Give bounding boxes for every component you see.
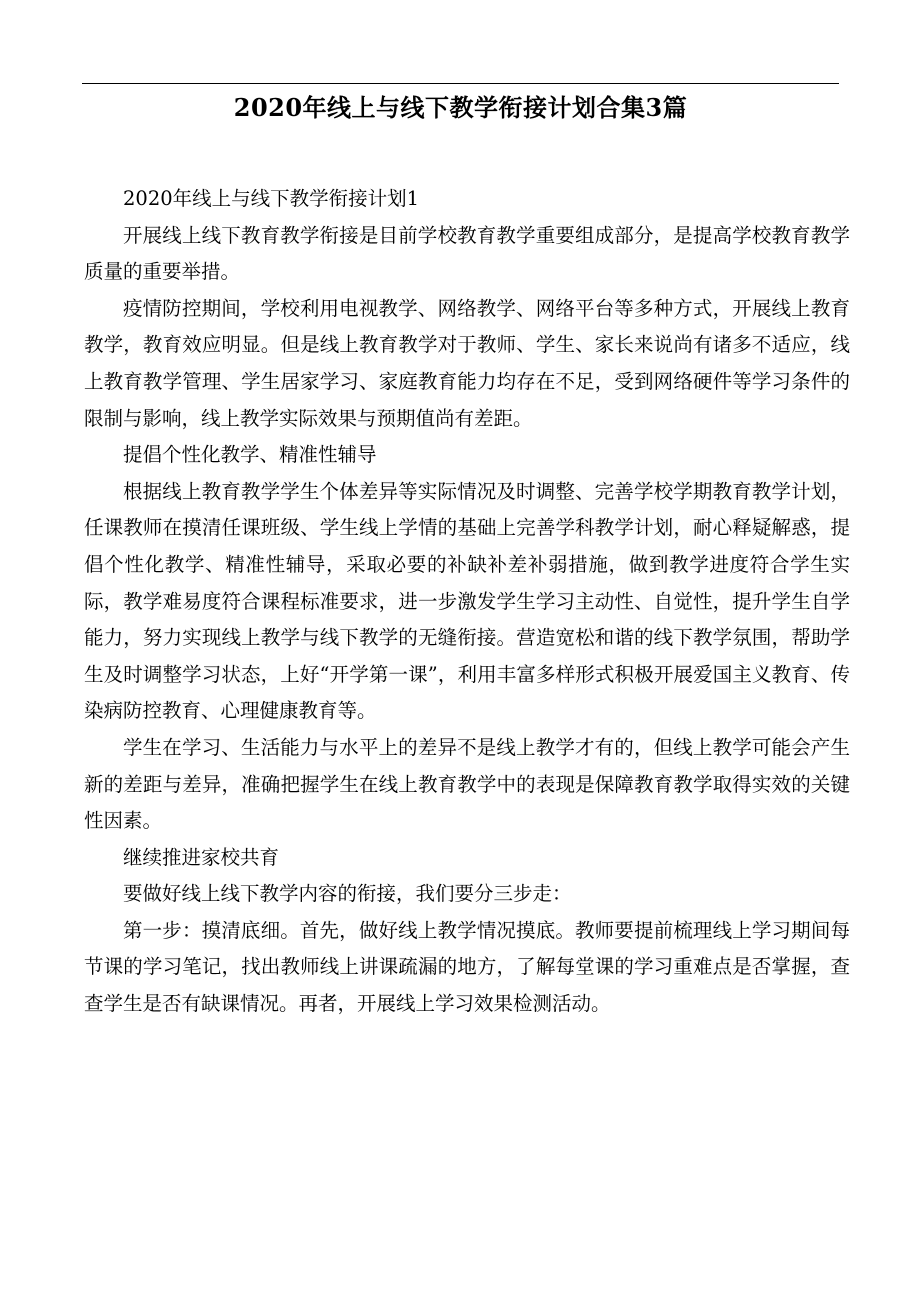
paragraph-adjustment: 根据线上教育教学学生个体差异等实际情况及时调整、完善学校学期教育教学计划，任课教师在摸清任课班级、学生线上学情的基础上完善学科教学计划，耐心释疑解惑，提倡个性化教学、精准性辅导，采取必要的补缺补差补弱措施，做到教学进度符合学生实际，教学难易度符合课程标准要求，进一步激发学生学习主动性、自觉性，提升学生自学能力，努力实现线上教学与线下教学的无缝衔接。营造宽松和谐的线下教学氛围，帮助学生及时调整学习状态，上好“开学第一课”，利用丰富多样形式积极开展爱国主义教育、传染病防控教育、心理健康教育等。 (84, 479, 850, 723)
document-title: 2020年线上与线下教学衔接计划合集3篇 (233, 93, 688, 122)
section-heading-home-school: 继续推进家校共育 (123, 845, 280, 869)
paragraph-epidemic: 疫情防控期间，学校利用电视教学、网络教学、网络平台等多种方式，开展线上教育教学，教育效应明显。但是线上教育教学对于教师、学生、家长来说尚有诸多不适应，线上教育教学管理、学生居家学习、家庭教育能力均存在不足，受到网络硬件等学习条件的限制与影响，线上教学实际效果与预期值尚有差距。 (84, 296, 850, 430)
document-body (84, 181, 850, 1023)
section-heading-plan-1: 2020年线上与线下教学衔接计划1 (123, 187, 420, 210)
paragraph-differences: 学生在学习、生活能力与水平上的差异不是线上教学才有的，但线上教学可能会产生新的差距与差异，准确把握学生在线上教育教学中的表现是保障教育教学取得实效的关键性因素。 (84, 735, 850, 833)
paragraph-step-one: 第一步：摸清底细。首先，做好线上教学情况摸底。教师要提前梳理线上学习期间每节课的学习笔记，找出教师线上讲课疏漏的地方，了解每堂课的学习重难点是否掌握，查查学生是否有缺课情况。再者，开展线上学习效果检测活动。 (84, 918, 850, 1016)
paragraph-intro: 开展线上线下教育教学衔接是目前学校教育教学重要组成部分，是提高学校教育教学质量的重要举措。 (84, 223, 850, 284)
header-rule (82, 83, 839, 84)
section-heading-personalized: 提倡个性化教学、精准性辅导 (123, 443, 377, 467)
paragraph-three-steps: 要做好线上线下教学内容的衔接，我们要分三步走： (123, 882, 572, 906)
